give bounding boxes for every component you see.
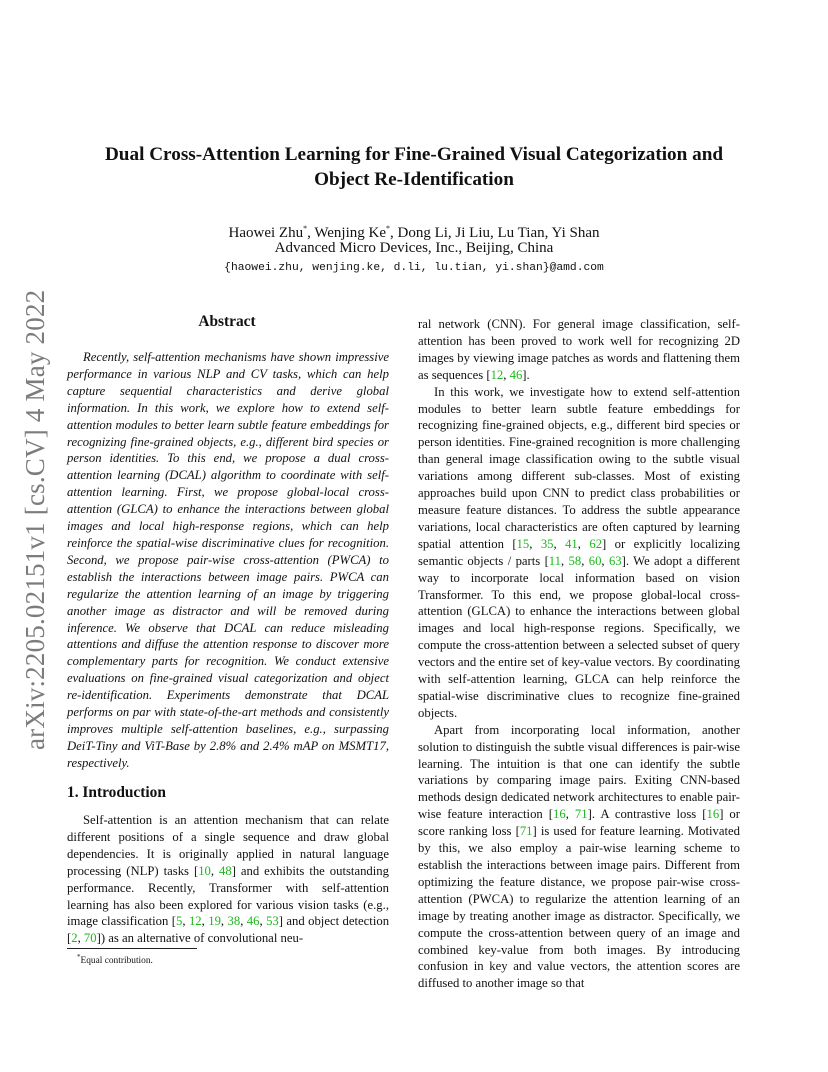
- citation-link[interactable]: 48: [219, 863, 232, 878]
- citation-link[interactable]: 12: [490, 367, 504, 382]
- citation-link[interactable]: 58: [568, 553, 582, 568]
- affiliation: Advanced Micro Devices, Inc., Beijing, China: [274, 240, 554, 256]
- author-1: Haowei Zhu: [228, 225, 304, 241]
- citation-link[interactable]: 35: [540, 536, 554, 551]
- citation-link[interactable]: 46: [509, 367, 523, 382]
- author-2: Wenjing Ke: [314, 225, 387, 241]
- body-paragraph: ral network (CNN). For general image classification, self-attention has been proved to work well for recognizing 2D images by viewing image patches as words and flattening them as sequences [12, 46].: [418, 317, 740, 382]
- citation-link[interactable]: 62: [589, 536, 603, 551]
- abstract-heading: Abstract: [198, 313, 256, 330]
- equal-contribution-mark: *: [386, 224, 391, 233]
- footnote-rule: [67, 948, 197, 949]
- citation-link[interactable]: 16: [706, 807, 720, 822]
- author-emails: {haowei.zhu, wenjing.ke, d.li, lu.tian, yi.shan}@amd.com: [224, 262, 604, 274]
- citation-link[interactable]: 38: [227, 914, 241, 929]
- intro-paragraph: Self-attention is an attention mechanism that can relate different positions of a single sequence and draw global dependencies. It is originally applied in natural language processing (NLP) tasks [10, 48] and exhibits the outstanding performance. Recently, Transformer with self-attention learning has also been explored for various vision tasks (e.g., image classification [5, 12, 19, 38, 46, 53] and object detection [2, 70]) as an alternative of convolutional neu-: [67, 813, 390, 946]
- citation-link[interactable]: 71: [574, 807, 588, 822]
- citation-link[interactable]: 10: [198, 863, 211, 878]
- author-list: Haowei Zhu*, Wenjing Ke*, Dong Li, Ji Liu, Lu Tian, Yi Shan: [228, 224, 600, 241]
- citation-link[interactable]: 60: [588, 553, 602, 568]
- citation-link[interactable]: 19: [208, 914, 221, 929]
- citation-link[interactable]: 11: [548, 553, 562, 568]
- body-paragraph: Apart from incorporating local information, another solution to distinguish the subtle visual differences is pair-wise learning. The intuition is that one can identify the subtle variations by comparing image pairs. Exiting CNN-based methods design dedicated network architectures to enable pair-wise feature interaction [16, 71]. A contrastive loss [16] or score ranking loss [71] is used for feature learning. Motivated by this, we also employ a pair-wise learning scheme to establish the interactions between image pairs. Different from optimizing the feature distance, we propose pair-wise cross-attention (PWCA) to regularize the attention learning of an image by treating another image as distractor. Specifically, we compute the cross-attention between query of an image and combined key-value from both images. By introducing confusion in key and value vectors, the attention scores are diffused to another image so that: [418, 722, 741, 991]
- body-paragraph: In this work, we investigate how to extend self-attention modules to better learn subtle feature embeddings for recognizing fine-grained objects, e.g., different bird species or person identities. Fine-grained recognition is more challenging than general image classification owing to the subtle visual variations among different sub-classes. Most of existing approaches build upon CNN to predict class probabilities or measure feature distances. To address the subtle appearance variations, local characteristics are often captured by learning spatial attention [15, 35, 41, 62] or explicitly localizing semantic objects / parts [11, 58, 60, 63]. We adopt a different way to incorporate local information based on vision Transformer. To this end, we propose global-local cross-attention (GLCA) to enhance the interactions between global images and local high-response regions. Specifically, we compute the cross-attention between a selected subset of query vectors and the entire set of key-value vectors. By coordinating with self-attention learning, GLCA can help reinforce the spatial-wise discriminative clues to recognize fine-grained objects.: [418, 384, 740, 720]
- citation-link[interactable]: 16: [553, 807, 566, 822]
- equal-contribution-mark: *: [303, 224, 308, 233]
- arxiv-identifier: arXiv:2205.02151v1 [cs.CV] 4 May 2022: [20, 289, 50, 750]
- footnote-text: Equal contribution.: [80, 956, 153, 967]
- citation-link[interactable]: 53: [266, 914, 279, 929]
- right-column: [418, 316, 740, 992]
- citation-link[interactable]: 2: [71, 931, 78, 946]
- footnote: [77, 953, 153, 966]
- citation-link[interactable]: 12: [188, 914, 202, 929]
- footnote-mark: *: [77, 953, 81, 961]
- citation-link[interactable]: 71: [519, 824, 533, 839]
- paper-title: [60, 142, 768, 192]
- abstract-text: Recently, self-attention mechanisms have shown impressive performance in various NLP and CV tasks, which can help capture sequential characteristics and derive global information. In this work, we explore how to extend self-attention modules to better learn subtle feature embeddings for recognizing fine-grained objects, e.g., different bird species or person identities. To this end, we propose a dual cross-attention learning (DCAL) algorithm to coordinate with self-attention learning. First, we propose global-local cross-attention (GLCA) to enhance the interactions between global images and local high-response regions, which can help reinforce the spatial-wise discriminative clues for recognition. Second, we propose pair-wise cross-attention (PWCA) to establish the interactions between image pairs. PWCA can regularize the attention learning of an image by triggering another image as distractor and will be removed during inference. We observe that DCAL can reduce misleading attentions and diffuse the attention response to discover more complementary parts for recognition. We conduct extensive evaluations on fine-grained visual categorization and object re-identification. Experiments demonstrate that DCAL performs on par with state-of-the-art methods and consistently improves multiple self-attention baselines, e.g., surpassing DeiT-Tiny and ViT-Base by 2.8% and 2.4% mAP on MSMT17, respectively.: [67, 350, 389, 770]
- citation-link[interactable]: 5: [176, 914, 183, 929]
- section-heading-introduction: 1. Introduction: [67, 784, 166, 801]
- other-authors: Dong Li, Ji Liu, Lu Tian, Yi Shan: [397, 225, 600, 241]
- citation-link[interactable]: 46: [246, 914, 260, 929]
- citation-link[interactable]: 63: [608, 553, 622, 568]
- title-line-1: Dual Cross-Attention Learning for Fine-Grained Visual Categorization and: [104, 144, 724, 165]
- citation-link[interactable]: 41: [565, 536, 578, 551]
- title-line-2: Object Re-Identification: [314, 169, 514, 190]
- citation-link[interactable]: 15: [516, 536, 530, 551]
- citation-link[interactable]: 70: [83, 931, 97, 946]
